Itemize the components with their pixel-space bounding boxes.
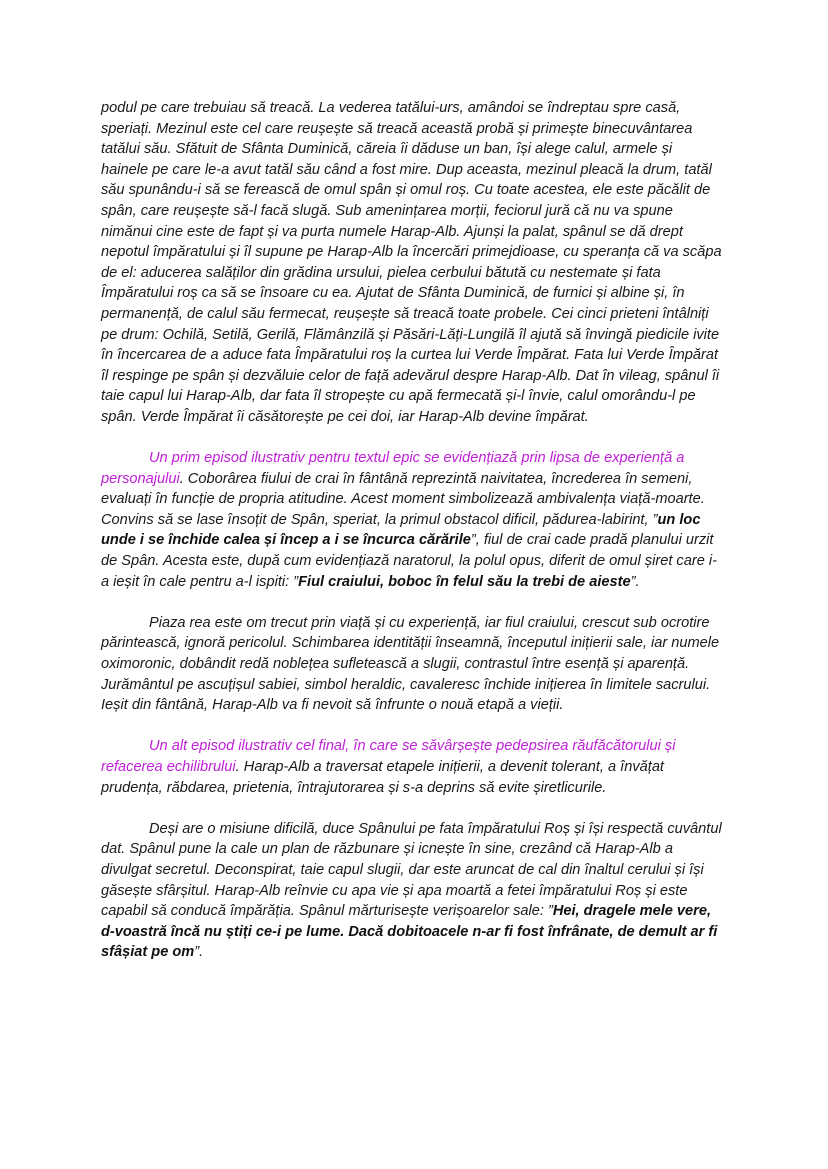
paragraph-summary <box>101 98 723 428</box>
paragraph-final-episode <box>101 736 723 798</box>
final-episode-text: . Harap-Alb a traversat etapele inițierii, a devenit tolerant, a învățat prudența, răbdarea, prietenia, întrajutorarea și s-a deprins să evite șiretlicurile. <box>101 759 664 796</box>
conclusion-text: Deși are o misiune dificilă, duce Spânului pe fata împăratului Roș și își respectă cuvântul dat. Spânul pune la cale un plan de răzbunare și icnește în sine, crezând că Harap-Alb a divulgat secretul. Deconspirat, taie capul slugii, dar este aruncat de cal din înaltul cerului și își găsește sfârșitul. Harap-Alb reînvie cu apa vie și apa moartă a fetei împăratului Roș și este capabil să conducă împărăția. Spânul mărturisește verișoarelor sale: ” <box>101 820 722 920</box>
ill-omen-text: Piaza rea este om trecut prin viață și cu experiență, iar fiul craiului, crescut sub ocrotire părintească, ignoră pericolul. Schimbarea identității înseamnă, începutul inițierii sale, iar numele oximoronic, dobândit redă noblețea sufletească a slugii, contrastul între esență și aparență. Jurământul pe ascuțișul sabiei, simbol heraldic, cavaleresc închide inițierea în limitele sacrului. Ieșit din fântână, Harap-Alb va fi nevoit să înfrunte o nouă etapă a vieții. <box>101 614 720 714</box>
final-episode-heading: Un alt episod ilustrativ cel final, în care se săvârșește pedepsirea răufăcătorului și refacerea echilibrului <box>101 738 676 775</box>
first-episode-quote-2: Fiul craiului, boboc în felul său la trebi de aieste <box>298 573 631 590</box>
document-body <box>101 98 723 963</box>
first-episode-text-2: ”, fiul de crai cade pradă planului urzit de Spân. Acesta este, după cum evidențiază naratorul, la polul opus, diferit de omul șiret care i-a ieșit în cale pentru a-l ispiti: ” <box>101 532 717 590</box>
paragraph-ill-omen <box>101 613 723 716</box>
conclusion-quote: Hei, dragele mele vere, d-voastră încă nu știți ce-i pe lume. Dacă dobitoacele n-ar fi fost înfrânate, de demult ar fi sfâșiat pe om <box>101 903 718 961</box>
first-episode-heading: Un prim episod ilustrativ pentru textul epic se evidențiază prin lipsa de experiență a personajului <box>101 450 685 487</box>
first-episode-text: . Coborârea fiului de crai în fântână reprezintă naivitatea, încrederea în semeni, evaluați în funcție de propria atitudine. Acest moment simbolizează ambivalența viață-moarte. Convins să se lase însoțit de Spân, speriat, la primul obstacol dificil, pădurea-labirint, ” <box>101 470 705 528</box>
first-episode-text-3: ”. <box>630 573 640 590</box>
summary-text: podul pe care trebuiau să treacă. La vederea tatălui-urs, amândoi se îndreptau spre casă, speriați. Mezinul este cel care reușește să treacă această probă și primește binecuvântarea tatălui său. Sfătuit de Sfânta Duminică, căreia îi dăduse un ban, își alege calul, armele și hainele pe care le-a avut tatăl său când a fost mire. Dup aceasta, mezinul pleacă la drum, tatăl său spunându-i să se ferească de omul spân și omul roș. Cu toate acestea, ele este păcălit de spân, care reușește să-l facă slugă. Sub amenințarea morții, feciorul jură că nu va spune nimănui cine este de fapt și va purta numele Harap-Alb. Ajunși la palat, spânul se dă drept nepotul împăratului și îl supune pe Harap-Alb la încercări primejdioase, cu speranța că va scăpa de el: aducerea salăților din grădina ursului, pielea cerbului bătută cu nestemate și fata Împăratului roș ca să se însoare cu ea. Ajutat de Sfânta Duminică, de furnici și albine și, în permanență, de calul său fermecat, reușește să treacă toate probele. Cei cinci prieteni întâlniți pe drum: Ochilă, Setilă, Gerilă, Flămânzilă și Păsări-Lăți-Lungilă îl ajută să învingă piedicile ivite în încercarea de a aduce fata Împăratului roș la curtea lui Verde Împărat. Fata lui Verde Împărat îl respinge pe spân și dezvăluie celor de față adevărul despre Harap-Alb. Dat în vileag, spânul îi taie capul lui Harap-Alb, dar fata îl stropește cu apă fermecată și-l învie, calul omorându-l pe spân. Verde Împărat îi căsătorește pe cei doi, iar Harap-Alb devine împărat. <box>101 100 722 425</box>
paragraph-conclusion <box>101 819 723 963</box>
conclusion-text-2: ”. <box>194 944 204 961</box>
first-episode-quote-1: un loc unde i se închide calea și încep a i se încurca cărările <box>101 511 701 549</box>
paragraph-first-episode <box>101 448 723 592</box>
